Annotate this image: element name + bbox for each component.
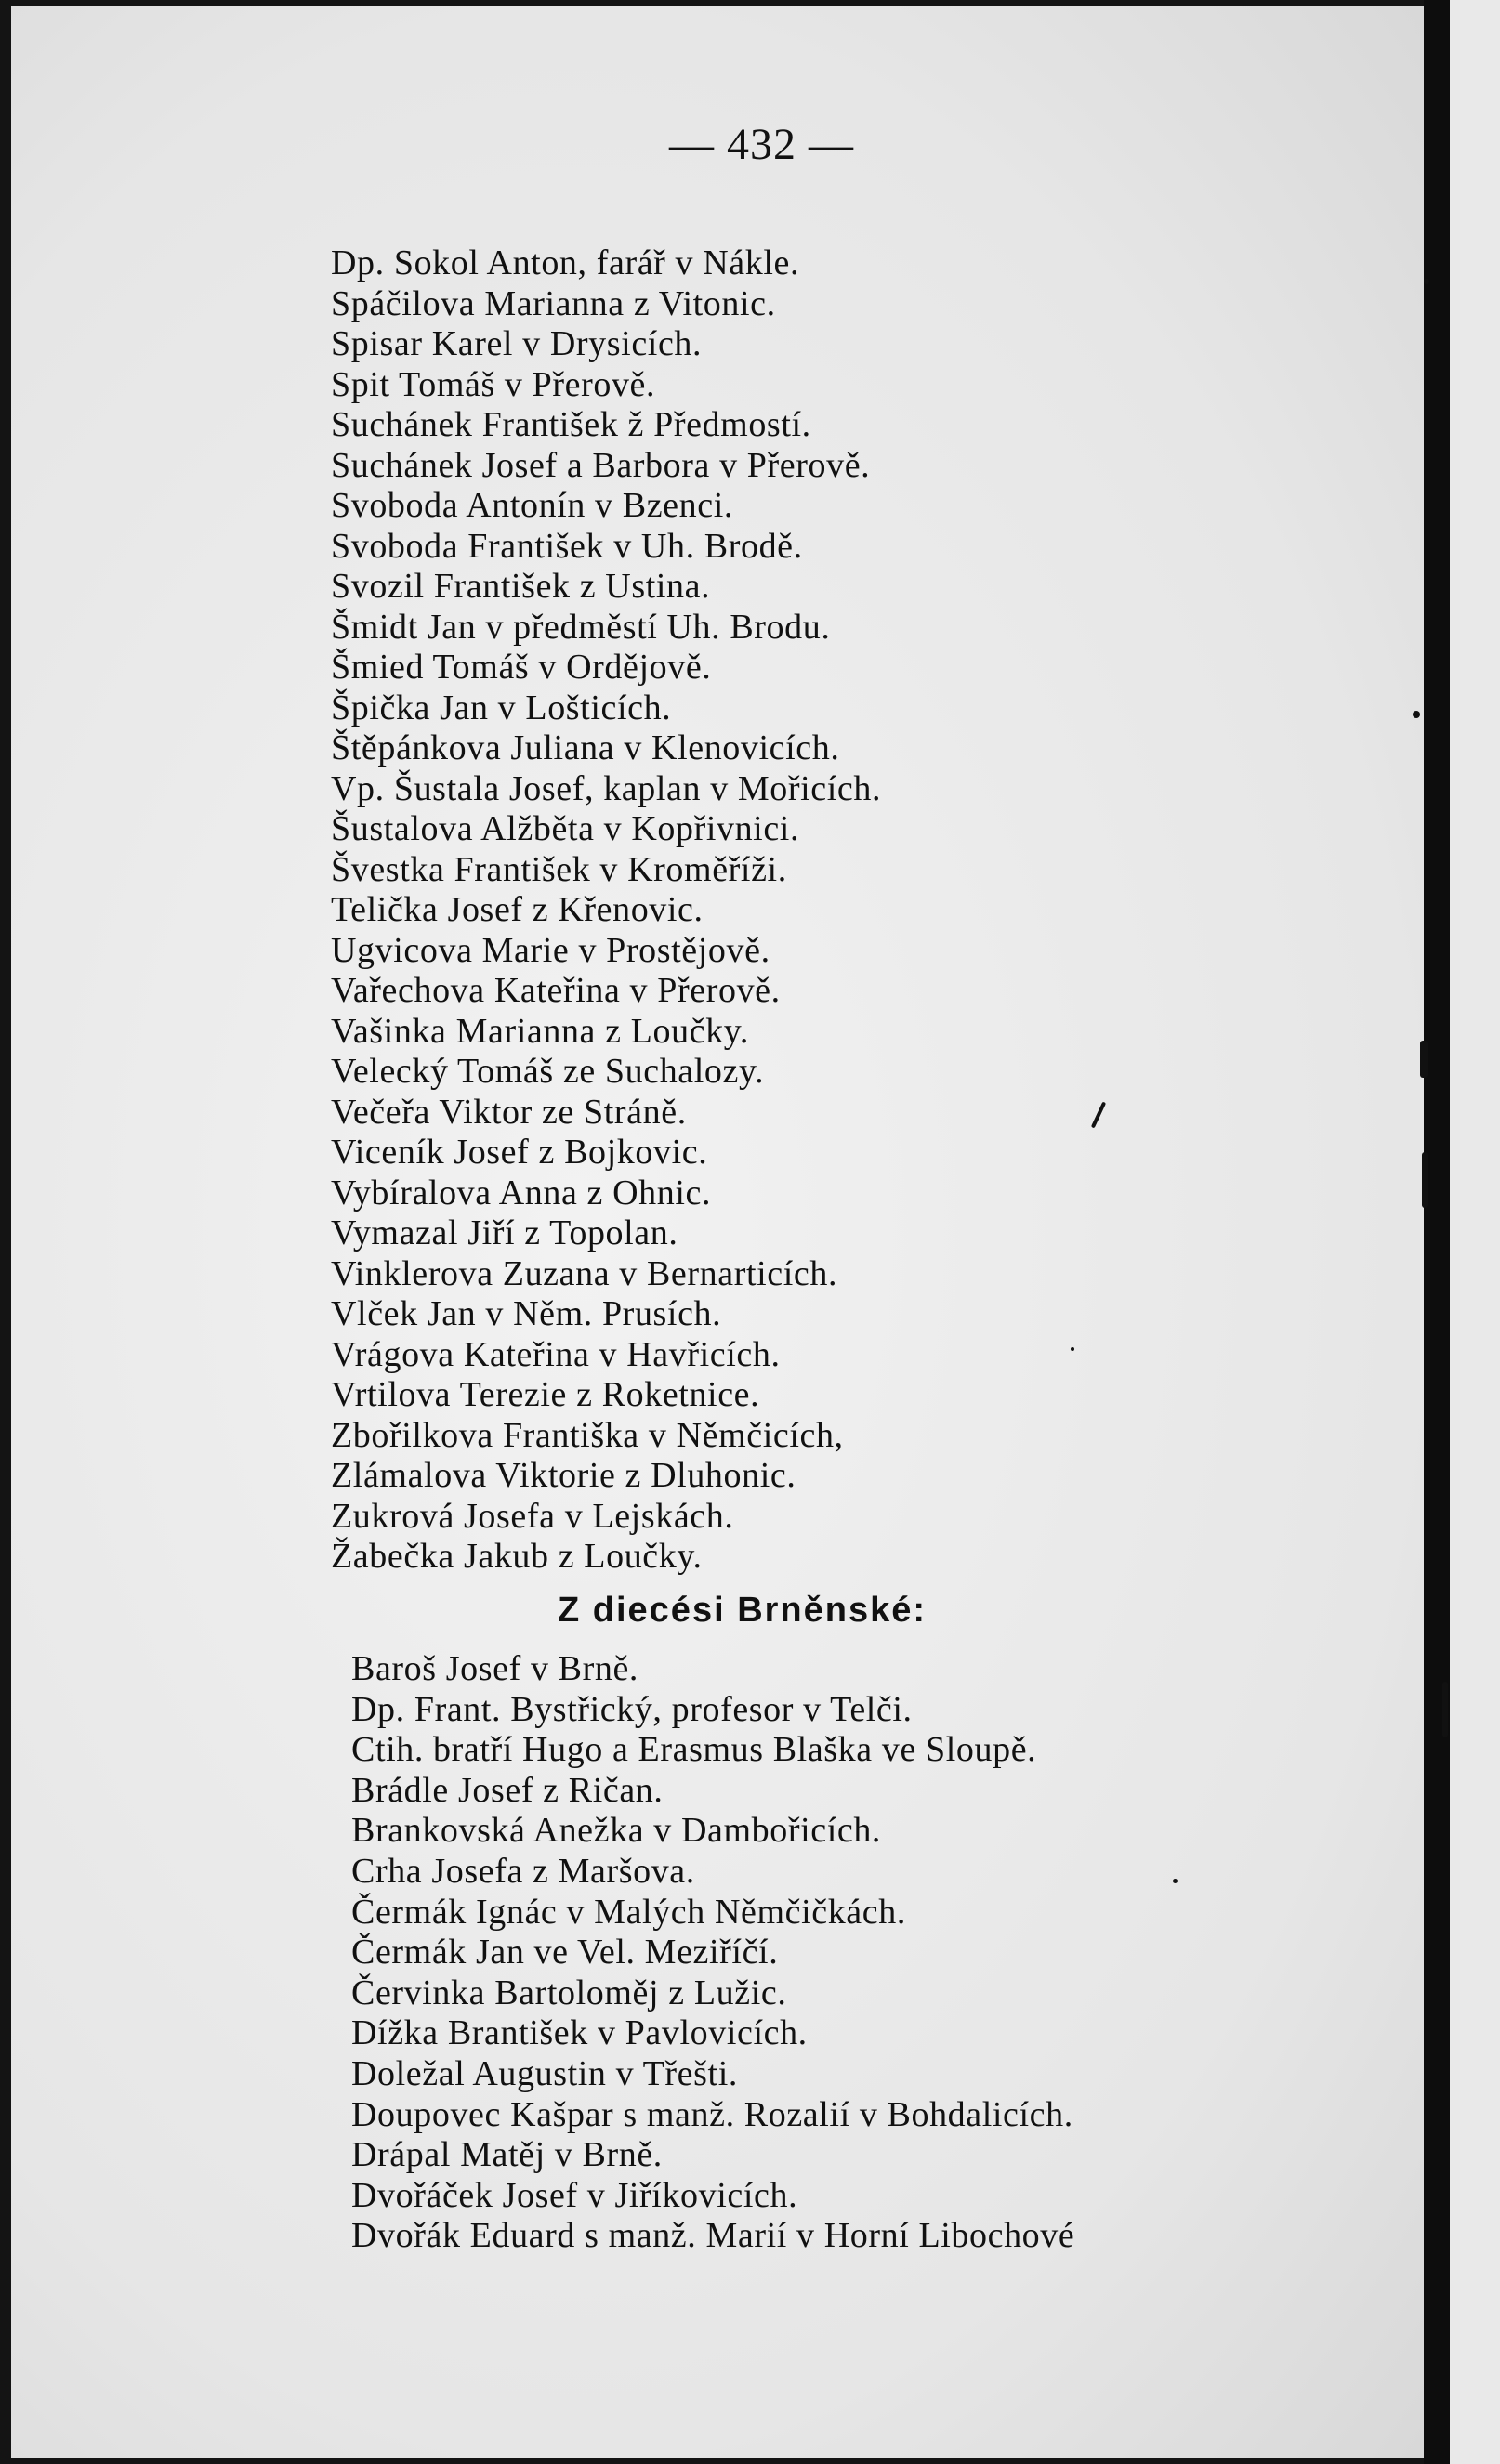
scan-speck: [1420, 1041, 1428, 1078]
scan-speck: [1422, 1152, 1428, 1208]
scan-speck: [1173, 1879, 1178, 1883]
list-item: Zukrová Josefa v Lejskách.: [331, 1496, 734, 1536]
scan-speck: [1071, 1347, 1074, 1351]
list-item: Žabečka Jakub z Loučky.: [331, 1537, 703, 1576]
list-item: Ugvicova Marie v Prostějově.: [331, 930, 770, 970]
donor-list-olomouc: [331, 243, 881, 1578]
list-item: Červinka Bartoloměj z Lužic.: [351, 1973, 787, 2012]
list-item: Večeřa Viktor ze Stráně.: [331, 1092, 687, 1132]
page-number: — 432 —: [669, 120, 854, 169]
list-item: Brádle Josef z Ričan.: [351, 1770, 664, 1810]
donor-list-brno: [351, 1649, 1074, 2257]
list-item: Vlček Jan v Něm. Prusích.: [331, 1294, 722, 1333]
list-item: Velecký Tomáš ze Suchalozy.: [331, 1052, 765, 1091]
list-item: Spisar Karel v Drysicích.: [331, 324, 703, 363]
list-item: Dížka Brantišek v Pavlovicích.: [351, 2013, 808, 2053]
list-item: Doležal Augustin v Třešti.: [351, 2053, 738, 2093]
list-item: Šustalova Alžběta v Kopřivnici.: [331, 809, 800, 848]
list-item: Vybíralova Anna z Ohnic.: [331, 1173, 712, 1212]
list-item: Švestka František v Kroměříži.: [331, 849, 787, 889]
list-item: Viceník Josef z Bojkovic.: [331, 1133, 708, 1172]
list-item: Baroš Josef v Brně.: [351, 1649, 639, 1688]
list-item: Drápal Matěj v Brně.: [351, 2135, 663, 2175]
list-item: Špička Jan v Lošticích.: [331, 688, 672, 727]
list-item: Dp. Sokol Anton, farář v Nákle.: [331, 243, 800, 282]
list-item: Suchánek František ž Předmostí.: [331, 405, 811, 444]
list-item: Vrágova Kateřina v Havřicích.: [331, 1334, 781, 1374]
list-item: Zbořilkova Františka v Němčicích,: [331, 1415, 844, 1455]
list-item: Vp. Šustala Josef, kaplan v Mořicích.: [331, 768, 882, 808]
list-item: Štěpánkova Juliana v Klenovicích.: [331, 728, 840, 767]
list-item: Dp. Frant. Bystřický, profesor v Telči.: [351, 1689, 913, 1729]
list-item: Zlámalova Viktorie z Dluhonic.: [331, 1456, 796, 1495]
list-item: Šmied Tomáš v Ordějově.: [331, 648, 712, 687]
scan-speck: [1442, 1682, 1448, 1737]
list-item: Svoboda Antonín v Bzenci.: [331, 486, 733, 525]
scan-speck: [1424, 279, 1429, 284]
list-item: Doupovec Kašpar s manž. Rozalií v Bohdalicích.: [351, 2094, 1073, 2134]
list-item: Svozil František z Ustina.: [331, 567, 711, 606]
list-item: Čermák Ignác v Malých Němčičkách.: [351, 1892, 906, 1932]
list-item: Vrtilova Terezie z Roketnice.: [331, 1375, 760, 1414]
list-item: Vymazal Jiří z Topolan.: [331, 1213, 678, 1252]
list-item: Dvořáček Josef v Jiříkovicích.: [351, 2175, 798, 2215]
list-item: Svoboda František v Uh. Brodě.: [331, 526, 803, 566]
list-item: Čermák Jan ve Vel. Meziříčí.: [351, 1933, 779, 1973]
list-item: Spáčilova Marianna z Vitonic.: [331, 283, 776, 323]
list-item: Spit Tomáš v Přerově.: [331, 364, 656, 404]
list-item: Ctih. bratří Hugo a Erasmus Blaška ve Sloupě.: [351, 1730, 1037, 1770]
list-item: Vinklerova Zuzana v Bernarticích.: [331, 1253, 838, 1293]
scan-speck: [1413, 711, 1420, 718]
list-item: Vašinka Marianna z Loučky.: [331, 1011, 749, 1051]
list-item: Brankovská Anežka v Dambořicích.: [351, 1811, 882, 1851]
list-item: Crha Josefa z Maršova.: [351, 1851, 695, 1891]
list-item: Vařechova Kateřina v Přerově.: [331, 971, 781, 1010]
list-item: Šmidt Jan v předměstí Uh. Brodu.: [331, 607, 831, 647]
list-item: Dvořák Eduard s manž. Marií v Horní Libochové: [351, 2216, 1075, 2256]
list-item: Suchánek Josef a Barbora v Přerově.: [331, 445, 871, 485]
list-item: Telička Josef z Křenovic.: [331, 890, 704, 929]
adjacent-page-edge: [1450, 0, 1500, 2464]
section-heading: Z diecési Brněnské:: [558, 1591, 928, 1630]
